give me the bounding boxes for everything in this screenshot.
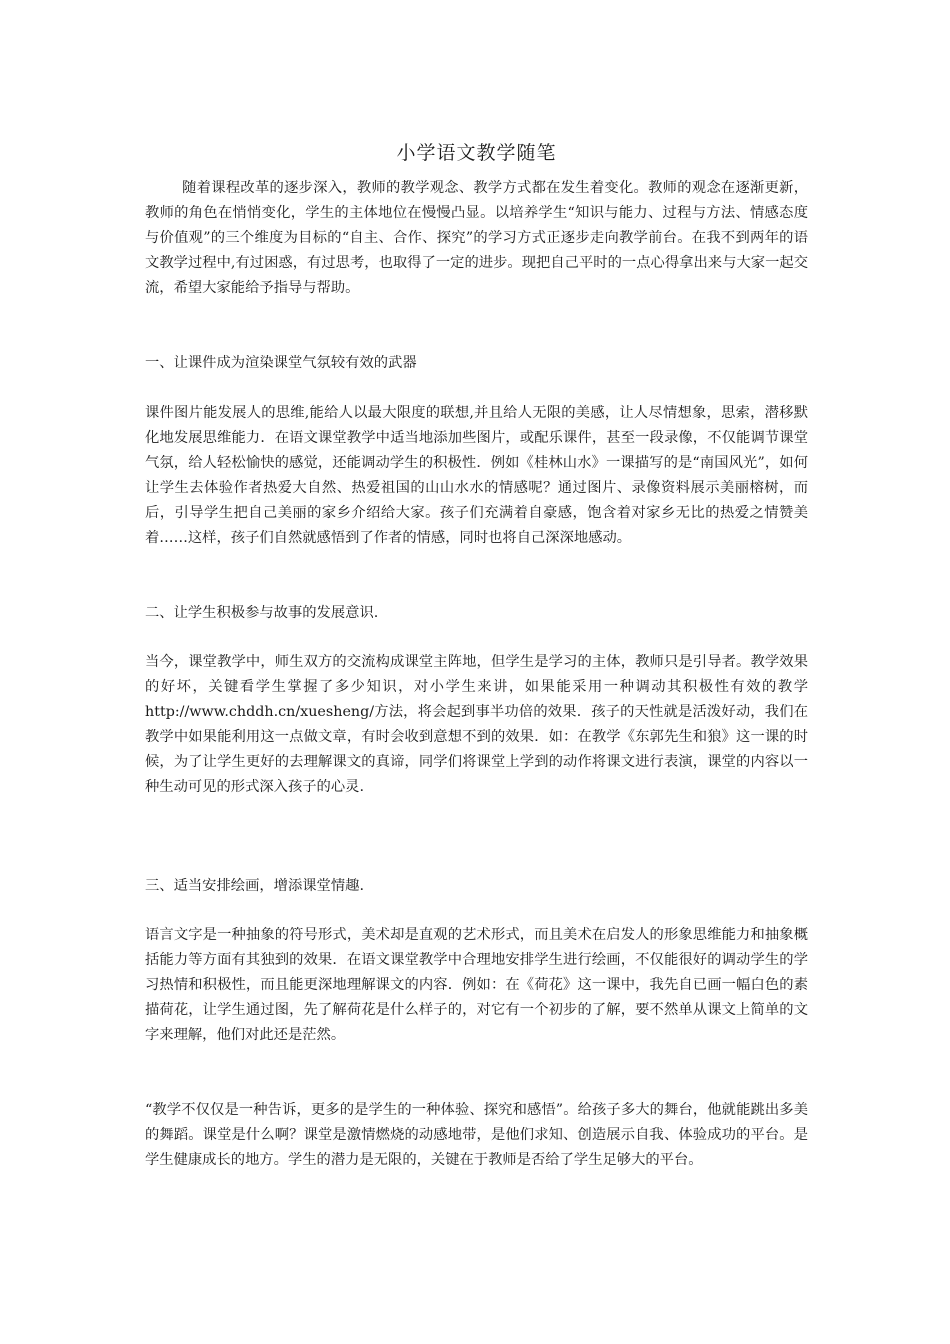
section-2-heading: 二、让学生积极参与故事的发展意识. — [145, 605, 379, 621]
section-1-heading: 一、让课件成为渲染课堂气氛较有效的武器 — [145, 355, 417, 371]
section-3-body: 语言文字是一种抽象的符号形式，美术却是直观的艺术形式，而且美术在启发人的形象思维能力和抽象概括能力等方面有其独到的效果．在语文课堂教学中合理地安排学生进行绘画，不仅能很好的调动学生的学习热情和积极性，而且能更深地理解课文的内容．例如：在《荷花》这一课中，我先自已画一幅白色的素描荷花，让学生通过图，先了解荷花是什么样子的，对它有一个初步的了解，要不然单从课文上简单的文字来理解，他们对此还是茫然。 — [145, 927, 808, 1043]
closing-paragraph: “教学不仅仅是一种告诉，更多的是学生的一种体验、探究和感悟”。给孩子多大的舞台，他就能跳出多美的舞蹈。课堂是什么啊？课堂是激情燃烧的动感地带，是他们求知、创造展示自我、体验成功的平台。是学生健康成长的地方。学生的潜力是无限的，关键在于教师是否给了学生足够大的平台。 — [145, 1102, 808, 1168]
section-3-heading: 三、适当安排绘画，增添课堂情趣. — [145, 878, 364, 894]
document-title: 小学语文教学随笔 — [396, 142, 557, 164]
section-2-body: 当今，课堂教学中，师生双方的交流构成课堂主阵地，但学生是学习的主体，教师只是引导者。教学效果的好坏，关键看学生掌握了多少知识，对小学生来讲，如果能采用一种调动其积极性有效的教学 http://www.chddh.cn/xuesheng/方法，将会起到事半功倍的效果．孩子的天性就是活泼好动，我们在教学中如果能利用这一点做文章，有时会收到意想不到的效果．如：在教学《东郭先生和狼》这一课的时候，为了让学生更好的去理解课文的真谛，同学们将课堂上学到的动作将课文进行表演，课堂的内容以一种生动可见的形式深入孩子的心灵. — [145, 654, 808, 795]
intro-paragraph: 随着课程改革的逐步深入，教师的教学观念、教学方式都在发生着变化。教师的观念在逐渐更新，教师的角色在悄悄变化，学生的主体地位在慢慢凸显。以培养学生“知识与能力、过程与方法、情感态度与价值观”的三个维度为目标的“自主、合作、探究”的学习方式正逐步走向教学前台。在我不到两年的语文教学过程中,有过困惑，有过思考，也取得了一定的进步。现把自己平时的一点心得拿出来与大家一起交流，希望大家能给予指导与帮助。 — [145, 180, 808, 296]
section-1-body: 课件图片能发展人的思维,能给人以最大限度的联想,并且给人无限的美感，让人尽情想象，思索，潜移默化地发展思维能力．在语文课堂教学中适当地添加些图片，或配乐课件，甚至一段录像，不仅能调节课堂气氛，给人轻松愉快的感觉，还能调动学生的积极性．例如《桂林山水》一课描写的是“南国风光”，如何让学生去体验作者热爱大自然、热爱祖国的山山水水的情感呢？通过图片、录像资料展示美丽榕树，而后，引导学生把自己美丽的家乡介绍给大家。孩子们充满着自豪感，饱含着对家乡无比的热爱之情赞美着……这样，孩子们自然就感悟到了作者的情感，同时也将自己深深地感动。 — [145, 405, 808, 546]
